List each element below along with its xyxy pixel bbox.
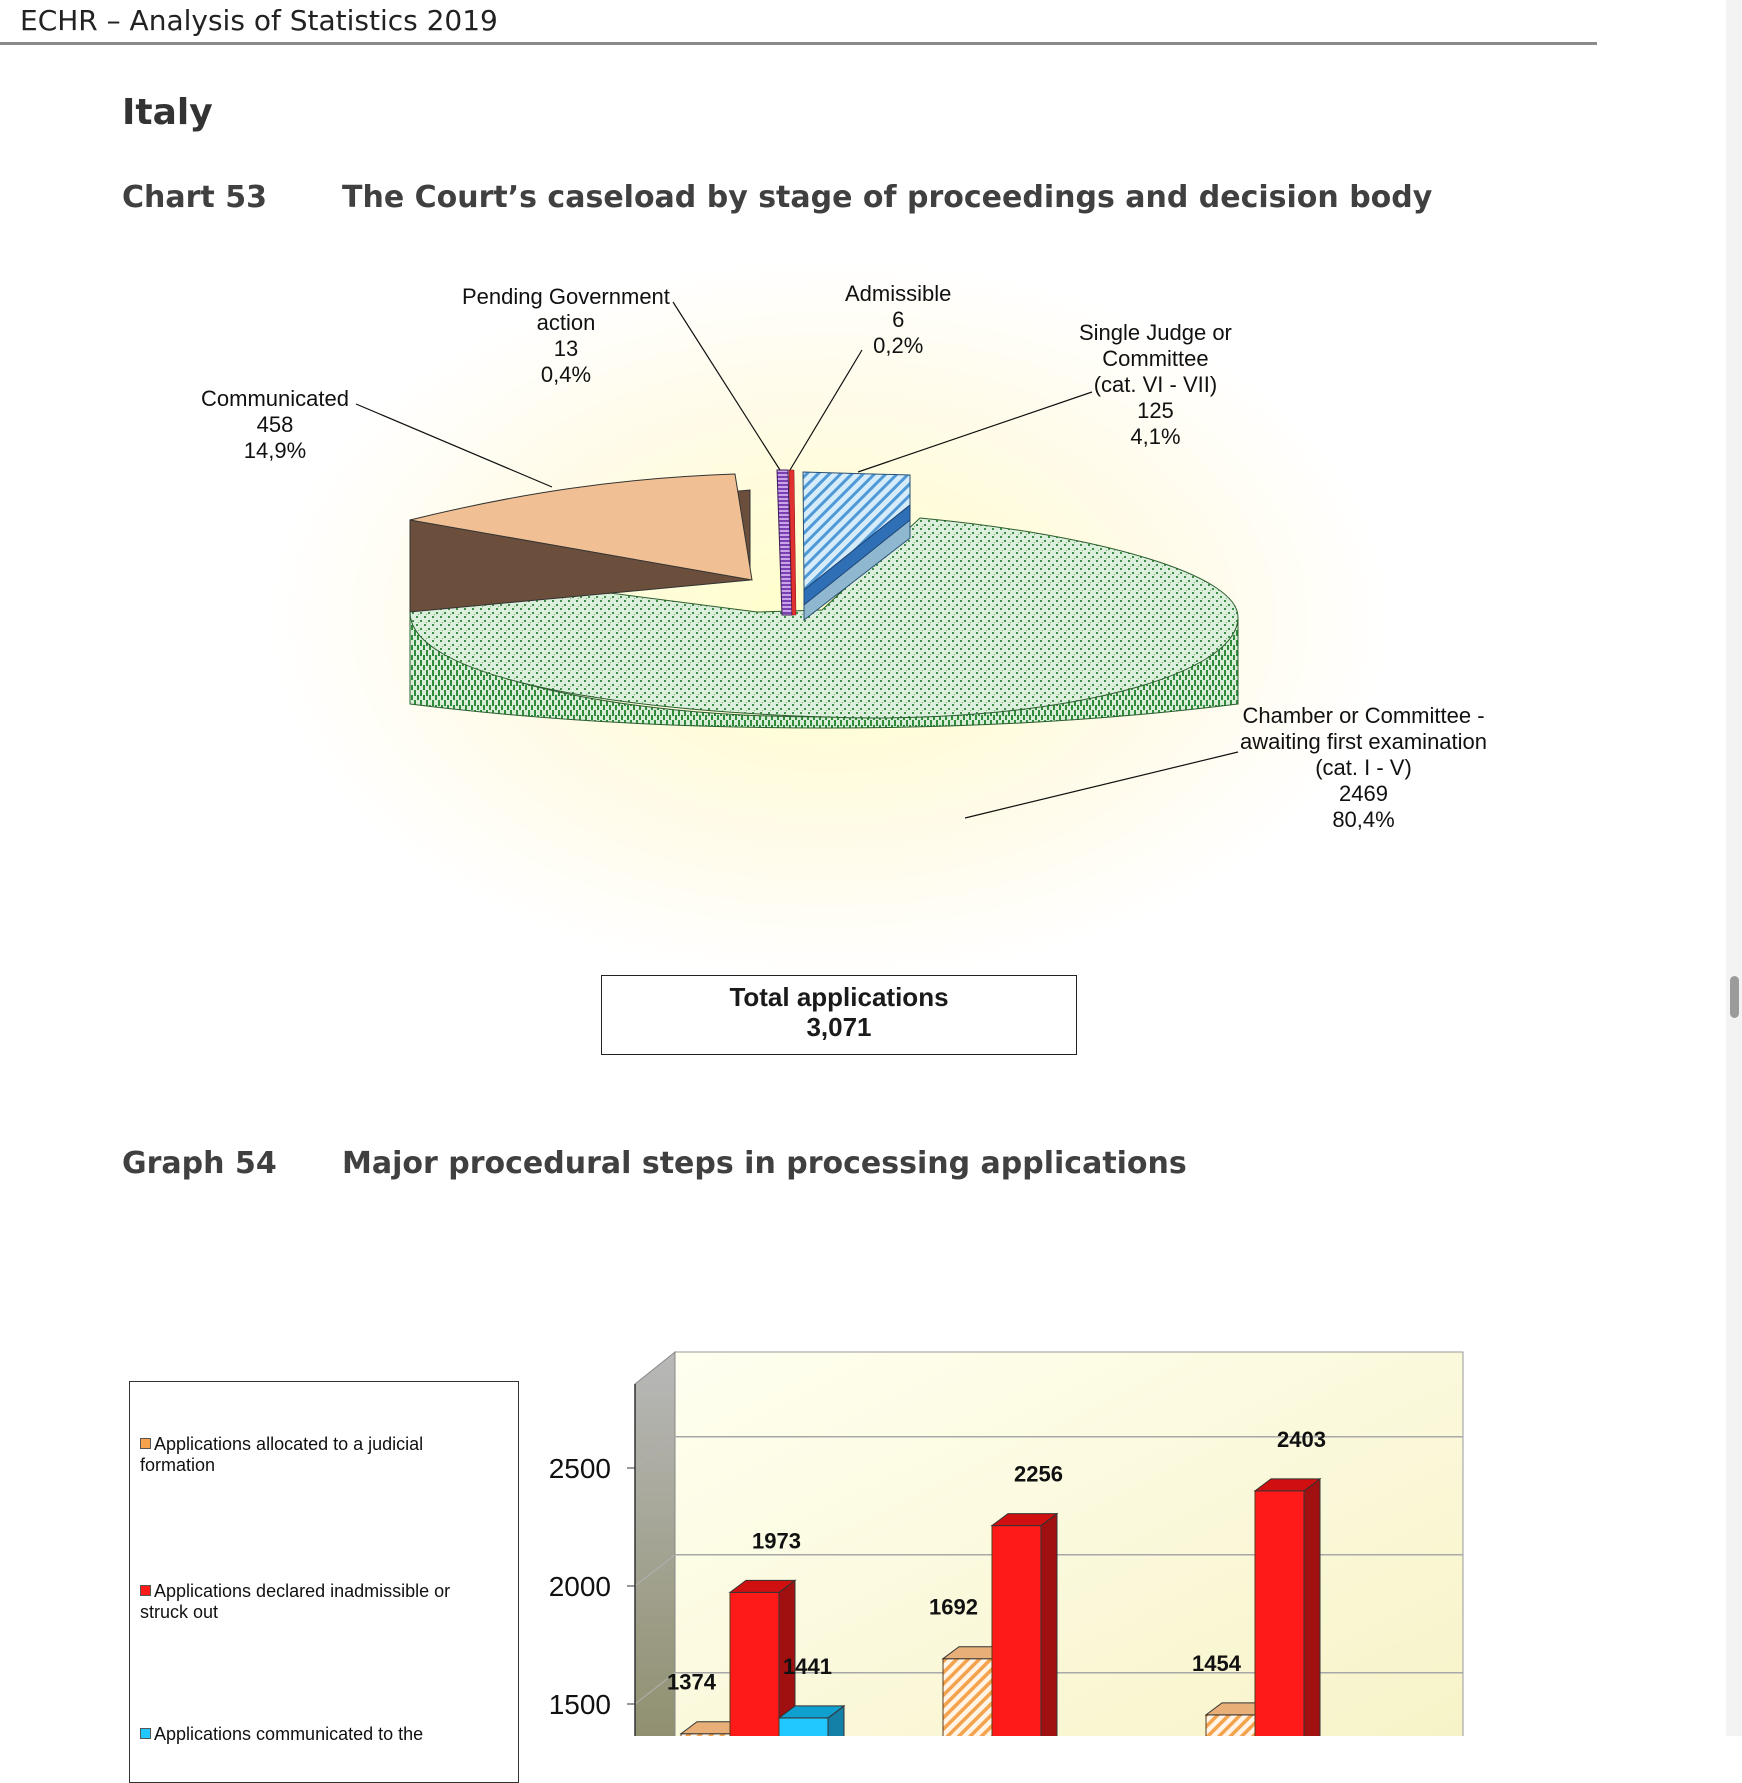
legend-item-allocated: Applications allocated to a judicial formation bbox=[140, 1434, 424, 1475]
bar-side bbox=[1304, 1479, 1320, 1736]
bar-chart bbox=[520, 1320, 1480, 1736]
total-applications-box bbox=[601, 975, 1077, 1055]
bar-value-label: 1441 bbox=[783, 1653, 832, 1679]
legend-item-communicated: Applications communicated to the bbox=[140, 1724, 500, 1745]
bar-value-label: 1973 bbox=[752, 1528, 801, 1554]
y-tick-label: 1500 bbox=[548, 1689, 611, 1720]
bar bbox=[1255, 1491, 1304, 1736]
bar-value-label: 1692 bbox=[929, 1594, 978, 1620]
y-tick-label: 2500 bbox=[548, 1453, 611, 1484]
legend-swatch-communicated bbox=[140, 1728, 151, 1739]
legend-swatch-inadmissible bbox=[140, 1585, 151, 1596]
bar-legend bbox=[129, 1381, 519, 1783]
label-communicated: Communicated 458 14,9% bbox=[201, 386, 349, 463]
bar bbox=[730, 1592, 779, 1736]
graph-title: Major procedural steps in processing applications bbox=[342, 1146, 1187, 1181]
total-label: Total applications bbox=[729, 982, 949, 1012]
header-rule bbox=[0, 42, 1597, 45]
total-value: 3,071 bbox=[806, 1012, 872, 1042]
bar-value-label: 2256 bbox=[1014, 1461, 1063, 1487]
legend-item-inadmissible: Applications declared inadmissible or struck out bbox=[140, 1581, 451, 1622]
graph-number: Graph 54 bbox=[122, 1146, 277, 1181]
bar bbox=[943, 1659, 992, 1736]
country-heading: Italy bbox=[122, 92, 213, 133]
bar-value-label: 1374 bbox=[667, 1669, 716, 1695]
chart-number: Chart 53 bbox=[122, 180, 267, 215]
label-admissible: Admissible 6 0,2% bbox=[845, 281, 952, 358]
label-single-judge: Single Judge or Committee (cat. VI - VII) 125 4,1% bbox=[1079, 320, 1232, 449]
bar bbox=[992, 1526, 1041, 1736]
bar-value-label: 1454 bbox=[1192, 1650, 1241, 1676]
y-tick-label: 2000 bbox=[548, 1571, 611, 1602]
legend-swatch-allocated bbox=[140, 1438, 151, 1449]
label-pending: Pending Government action 13 0,4% bbox=[462, 284, 670, 387]
label-chamber: Chamber or Committee - awaiting first examination (cat. I - V) 2469 80,4% bbox=[1240, 703, 1488, 832]
page-header: ECHR – Analysis of Statistics 2019 bbox=[20, 4, 498, 37]
scrollbar[interactable] bbox=[1726, 0, 1742, 1736]
bar bbox=[1206, 1715, 1255, 1736]
bar-side bbox=[1041, 1514, 1057, 1736]
bar bbox=[779, 1718, 828, 1736]
chart-title: The Court’s caseload by stage of proceedings and decision body bbox=[342, 180, 1433, 215]
bar-value-label: 2403 bbox=[1277, 1426, 1326, 1452]
scrollbar-thumb[interactable] bbox=[1730, 976, 1739, 1018]
